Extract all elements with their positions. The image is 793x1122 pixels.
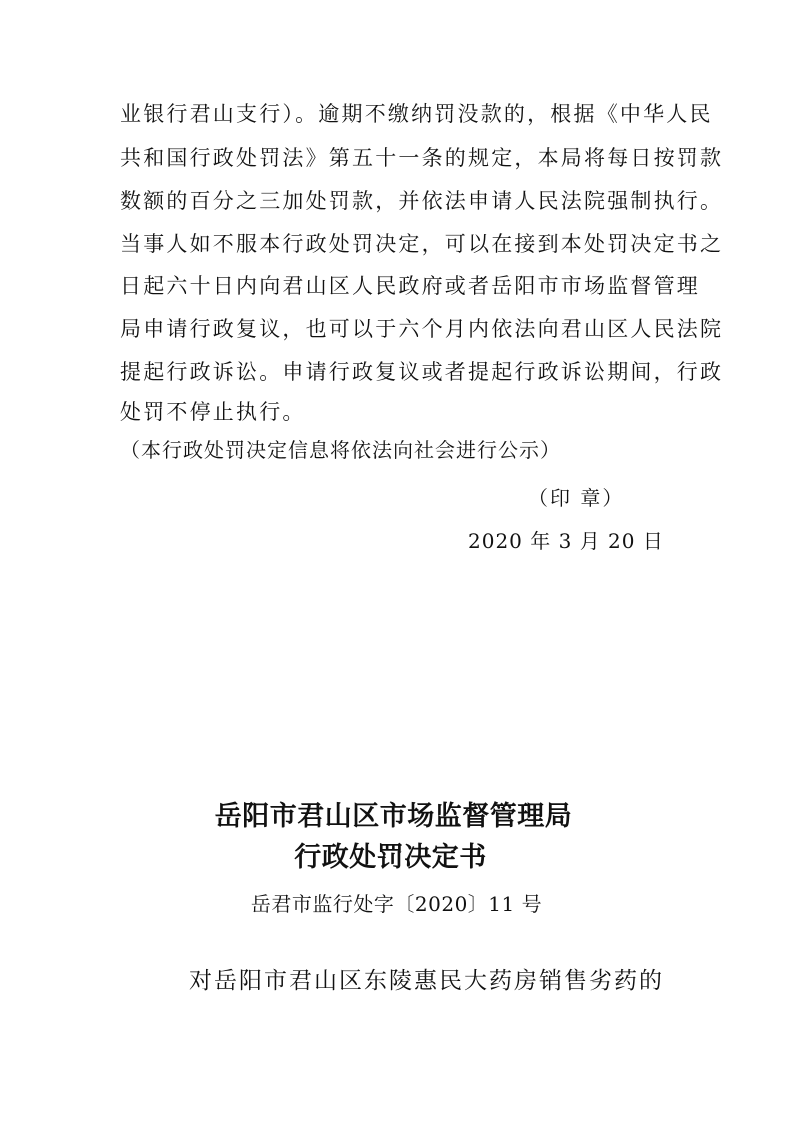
body-line-2: 共和国行政处罚法》第五十一条的规定，本局将每日按罚款 [120,146,724,170]
body-line-7: 提起行政诉讼。申请行政复议或者提起行政诉讼期间，行政 [120,360,724,384]
body-line-3: 数额的百分之三加处罚款，并依法申请人民法院强制执行。 [120,189,724,213]
body-line-8: 处罚不停止执行。 [120,400,306,424]
authority-title: 岳阳市君山区市场监督管理局 [214,801,573,832]
document-title: 行政处罚决定书 [294,842,487,873]
body-line-1: 业银行君山支行）。逾期不缴纳罚没款的，根据《中华人民 [120,102,713,126]
document-number: 岳君市监行处字〔2020〕11 号 [250,892,543,916]
body-line-5: 日起六十日内向君山区人民政府或者岳阳市市场监督管理 [120,274,700,298]
subject-line: 对岳阳市君山区东陵惠民大药房销售劣药的 [189,968,664,994]
issue-date: 2020 年 3 月 20 日 [468,529,664,553]
seal-placeholder: （印 章） [528,486,625,510]
body-line-4: 当事人如不服本行政处罚决定，可以在接到本处罚决定书之 [120,232,724,256]
publicity-note: （本行政处罚决定信息将依法向社会进行公示） [120,438,561,462]
body-line-6: 局申请行政复议，也可以于六个月内依法向君山区人民法院 [120,317,724,341]
